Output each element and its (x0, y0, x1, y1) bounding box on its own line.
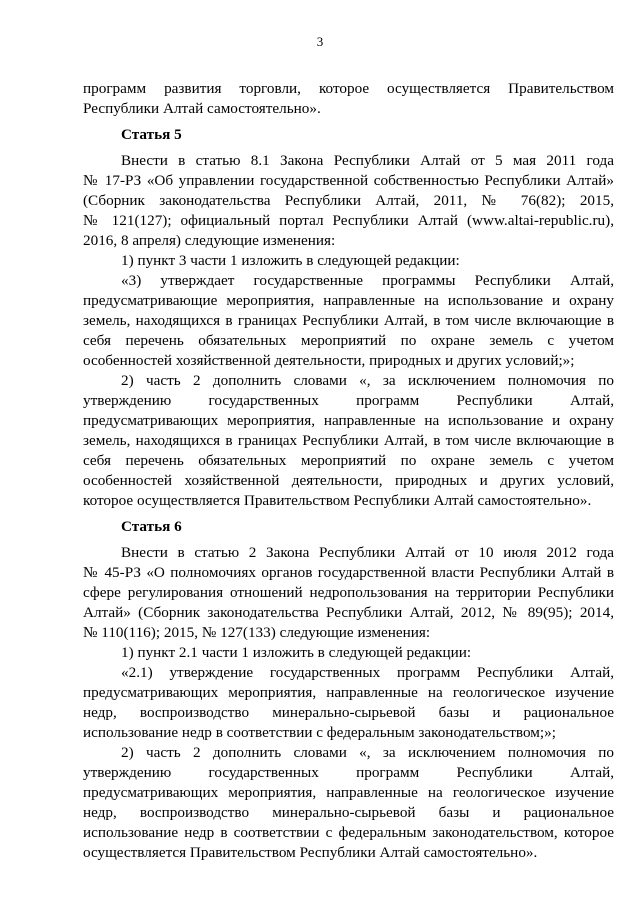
text-line: «3) утверждает государственные программы Республики Алтай, (121, 272, 614, 289)
text-line: 2016, 8 апреля) следующие изменения: (83, 232, 336, 249)
text-line: 1) пункт 2.1 части 1 изложить в следующей редакции: (121, 644, 472, 661)
text-line: предусматривающих мероприятия, направленные на геологическое изучение (83, 684, 614, 701)
text-line: предусматривающие мероприятия, направленные на использование и охрану (83, 292, 614, 309)
text-line: себя перечень обязательных мероприятий по охране земель с учетом (83, 452, 614, 469)
page-number: 3 (316, 34, 324, 49)
text-line: земель, находящихся в границах Республики Алтай, в том числе включающие в (83, 432, 614, 449)
text-line: Внести в статью 8.1 Закона Республики Алтай от 5 мая 2011 года (121, 152, 614, 169)
text-line: (Сборник законодательства Республики Алтай, 2011, № 76(82); 2015, (83, 192, 614, 209)
text-line: использование недр в соответствии с федеральным законодательством;»; (83, 724, 556, 741)
text-line: 1) пункт 3 части 1 изложить в следующей редакции: (121, 252, 460, 269)
text-line: Республики Алтай самостоятельно». (83, 100, 321, 117)
text-line: осуществляется Правительством Республики Алтай самостоятельно». (83, 844, 538, 861)
text-line: земель, находящихся в границах Республики Алтай, в том числе включающие в (83, 312, 614, 329)
text-line: использование недр в соответствии с федеральным законодательством, которое (83, 824, 614, 841)
text-line: утверждению государственных программ Республики Алтай, (83, 764, 614, 781)
text-line: № 45-РЗ «О полномочиях органов государственной власти Республики Алтай в (83, 564, 614, 581)
article-heading: Статья 6 (121, 518, 182, 535)
text-line: предусматривающих мероприятия, направленные на использование и охрану (83, 412, 614, 429)
text-line: себя перечень обязательных мероприятий по охране земель с учетом (83, 332, 614, 349)
text-line: 2) часть 2 дополнить словами «, за исключением полномочия по (121, 744, 614, 761)
text-line: № 110(116); 2015, № 127(133) следующие изменения: (83, 624, 431, 641)
text-line: утверждению государственных программ Республики Алтай, (83, 392, 614, 409)
text-line: Алтай» (Сборник законодательства Республики Алтай, 2012, № 89(95); 2014, (83, 604, 614, 621)
text-line: которое осуществляется Правительством Республики Алтай самостоятельно». (83, 492, 592, 509)
text-line: сфере регулирования отношений недропользования на территории Республики (83, 584, 614, 601)
text-line: программ развития торговли, которое осуществляется Правительством (83, 80, 614, 97)
text-line: Внести в статью 2 Закона Республики Алтай от 10 июля 2012 года (121, 544, 614, 561)
article-heading: Статья 5 (121, 126, 182, 143)
text-line: 2) часть 2 дополнить словами «, за исключением полномочия по (121, 372, 614, 389)
text-line: недр, воспроизводство минерально-сырьевой базы и рациональное (83, 704, 614, 721)
text-line: «2.1) утверждение государственных программ Республики Алтай, (121, 664, 614, 681)
text-line: № 17-РЗ «Об управлении государственной собственностью Республики Алтай» (83, 172, 614, 189)
text-line: особенностей хозяйственной деятельности, природных и других условий;»; (83, 352, 575, 369)
text-line: предусматривающих мероприятия, направленные на геологическое изучение (83, 784, 614, 801)
text-line: особенностей хозяйственной деятельности, природных и других условий, (83, 472, 614, 489)
text-line: недр, воспроизводство минерально-сырьевой базы и рациональное (83, 804, 614, 821)
text-line: № 121(127); официальный портал Республики Алтай (www.altai-republic.ru), (83, 212, 614, 229)
